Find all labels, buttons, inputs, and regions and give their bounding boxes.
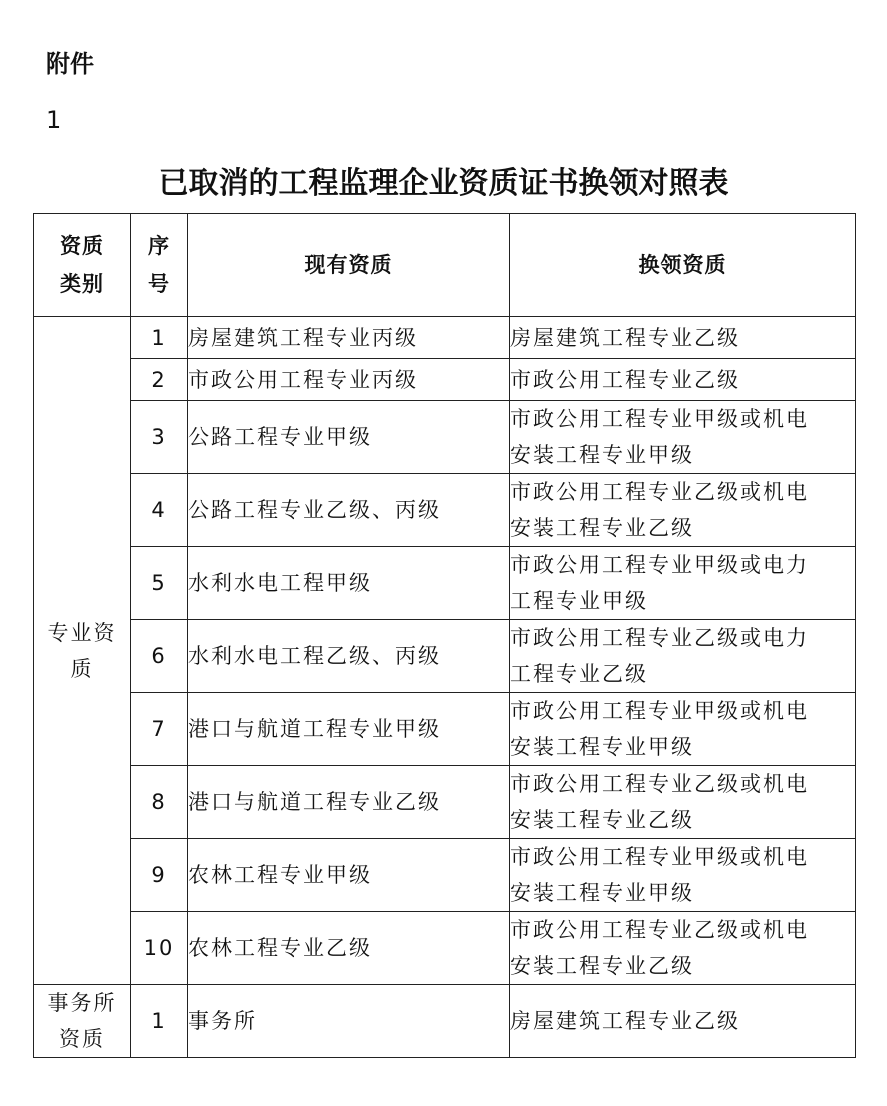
seq-cell: 10 — [131, 912, 188, 985]
seq-cell: 5 — [131, 547, 188, 620]
category-cell-professional — [34, 317, 131, 985]
current-qualification-cell: 港口与航道工程专业甲级 — [188, 693, 510, 766]
seq-cell: 1 — [131, 985, 188, 1058]
table-row — [34, 839, 856, 912]
header-current: 现有资质 — [188, 214, 510, 317]
replacement-line2: 安装工程专业乙级 — [510, 954, 694, 978]
table-row — [34, 693, 856, 766]
seq-cell: 9 — [131, 839, 188, 912]
replacement-line1: 市政公用工程专业乙级或机电 — [510, 918, 809, 942]
header-seq — [131, 214, 188, 317]
table-row — [34, 912, 856, 985]
current-qualification-cell: 房屋建筑工程专业丙级 — [188, 317, 510, 359]
replacement-qualification-cell — [510, 766, 856, 839]
replacement-qualification-cell — [510, 401, 856, 474]
replacement-qualification-cell — [510, 693, 856, 766]
category-line2: 质 — [70, 656, 94, 681]
current-qualification-cell: 公路工程专业乙级、丙级 — [188, 474, 510, 547]
attachment-number: 1 — [46, 106, 62, 134]
replacement-line1: 市政公用工程专业乙级或机电 — [510, 772, 809, 796]
seq-cell: 8 — [131, 766, 188, 839]
current-qualification-cell: 港口与航道工程专业乙级 — [188, 766, 510, 839]
replacement-qualification-cell — [510, 620, 856, 693]
table-row — [34, 620, 856, 693]
replacement-qualification-cell — [510, 474, 856, 547]
replacement-line2: 安装工程专业乙级 — [510, 516, 694, 540]
table-header-row — [34, 214, 856, 317]
current-qualification-cell: 水利水电工程乙级、丙级 — [188, 620, 510, 693]
replacement-qualification-cell: 房屋建筑工程专业乙级 — [510, 317, 856, 359]
header-seq-line1: 序 — [148, 234, 170, 258]
replacement-line1: 市政公用工程专业甲级或机电 — [510, 407, 809, 431]
table-row — [34, 474, 856, 547]
replacement-line1: 市政公用工程专业乙级或电力 — [510, 626, 809, 650]
category-cell-firm — [34, 985, 131, 1058]
table-row — [34, 985, 856, 1058]
replacement-line1: 市政公用工程专业乙级或机电 — [510, 480, 809, 504]
table-row — [34, 766, 856, 839]
current-qualification-cell: 市政公用工程专业丙级 — [188, 359, 510, 401]
header-category-line2: 类别 — [60, 272, 104, 296]
category-line2: 资质 — [59, 1027, 105, 1051]
current-qualification-cell: 事务所 — [188, 985, 510, 1058]
replacement-qualification-cell — [510, 912, 856, 985]
current-qualification-cell: 农林工程专业甲级 — [188, 839, 510, 912]
seq-cell: 6 — [131, 620, 188, 693]
document-title: 已取消的工程监理企业资质证书换领对照表 — [158, 166, 729, 201]
table-row — [34, 359, 856, 401]
replacement-qualification-cell: 房屋建筑工程专业乙级 — [510, 985, 856, 1058]
current-qualification-cell: 农林工程专业乙级 — [188, 912, 510, 985]
replacement-line2: 安装工程专业甲级 — [510, 881, 694, 905]
replacement-line1: 市政公用工程专业甲级或机电 — [510, 845, 809, 869]
seq-cell: 7 — [131, 693, 188, 766]
replacement-line1: 市政公用工程专业甲级或电力 — [510, 553, 809, 577]
header-category — [34, 214, 131, 317]
header-replacement: 换领资质 — [510, 214, 856, 317]
replacement-line2: 安装工程专业甲级 — [510, 735, 694, 759]
table-row — [34, 401, 856, 474]
table-row — [34, 547, 856, 620]
seq-cell: 4 — [131, 474, 188, 547]
header-seq-line2: 号 — [148, 272, 170, 296]
category-line1: 事务所 — [47, 991, 117, 1015]
comparison-table — [33, 213, 856, 1058]
current-qualification-cell: 水利水电工程甲级 — [188, 547, 510, 620]
seq-cell: 2 — [131, 359, 188, 401]
attachment-label: 附件 — [46, 50, 94, 78]
replacement-line2: 安装工程专业乙级 — [510, 808, 694, 832]
seq-cell: 1 — [131, 317, 188, 359]
replacement-line2: 工程专业甲级 — [510, 589, 648, 613]
seq-cell: 3 — [131, 401, 188, 474]
replacement-qualification-cell — [510, 839, 856, 912]
category-line1: 专业资 — [47, 620, 117, 645]
replacement-line1: 市政公用工程专业甲级或机电 — [510, 699, 809, 723]
replacement-line2: 工程专业乙级 — [510, 662, 648, 686]
current-qualification-cell: 公路工程专业甲级 — [188, 401, 510, 474]
header-category-line1: 资质 — [60, 234, 104, 258]
replacement-qualification-cell — [510, 547, 856, 620]
table-row — [34, 317, 856, 359]
replacement-line2: 安装工程专业甲级 — [510, 443, 694, 467]
replacement-qualification-cell: 市政公用工程专业乙级 — [510, 359, 856, 401]
